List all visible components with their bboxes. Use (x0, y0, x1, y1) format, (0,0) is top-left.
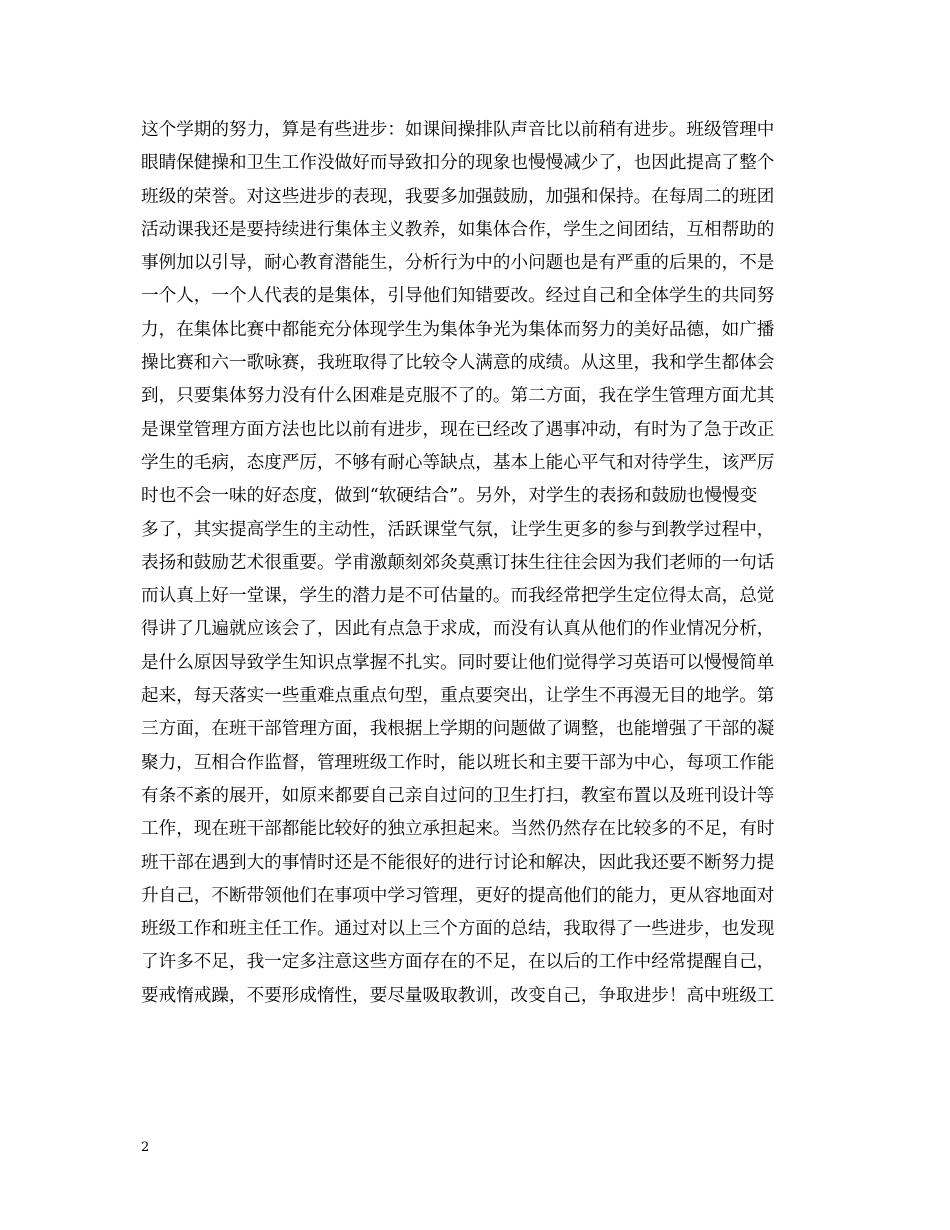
text-line: 是什么原因导致学生知识点掌握不扎实。同时要让他们觉得学习英语可以慢慢简单 (141, 652, 775, 673)
text-line: 三方面，在班干部管理方面，我根据上学期的问题做了调整，也能增强了干部的凝 (141, 719, 775, 740)
text-line: 一个人，一个人代表的是集体，引导他们知错要改。经过自己和全体学生的共同努 (141, 286, 775, 307)
text-line: 起来，每天落实一些重难点重点句型，重点要突出，让学生不再漫无目的地学。第 (141, 686, 775, 707)
text-line: 活动课我还是要持续进行集体主义教养，如集体合作，学生之间团结，互相帮助的 (141, 219, 775, 240)
text-line: 而认真上好一堂课，学生的潜力是不可估量的。而我经常把学生定位得太高，总觉 (141, 586, 775, 607)
text-line: 事例加以引导，耐心教育潜能生，分析行为中的小问题也是有严重的后果的，不是 (141, 253, 775, 274)
text-line: 工作，现在班干部都能比较好的独立承担起来。当然仍然存在比较多的不足，有时 (141, 819, 775, 840)
text-line: 是课堂管理方面方法也比以前有进步，现在已经改了遇事冲动，有时为了急于改正 (141, 419, 775, 440)
text-line: 眼睛保健操和卫生工作没做好而导致扣分的现象也慢慢减少了，也因此提高了整个 (141, 153, 775, 174)
text-line: 要戒惰戒躁，不要形成惰性，要尽量吸取教训，改变自己，争取进步！高中班级工 (141, 985, 775, 1006)
text-line: 得讲了几遍就应该会了，因此有点急于求成，而没有认真从他们的作业情况分析， (141, 619, 775, 640)
text-line: 到，只要集体努力没有什么困难是克服不了的。第二方面，我在学生管理方面尤其 (141, 386, 775, 407)
text-line: 了许多不足，我一定多注意这些方面存在的不足，在以后的工作中经常提醒自己， (141, 952, 775, 973)
text-line: 班干部在遇到大的事情时还是不能很好的进行讨论和解决，因此我还要不断努力提 (141, 852, 775, 873)
text-line: 有条不紊的展开，如原来都要自己亲自过问的卫生打扫，教室布置以及班刊设计等 (141, 785, 775, 806)
text-line: 升自己，不断带领他们在事项中学习管理，更好的提高他们的能力，更从容地面对 (141, 885, 775, 906)
text-line: 这个学期的努力，算是有些进步：如课间操排队声音比以前稍有进步。班级管理中 (141, 120, 775, 140)
text-line: 时也不会一味的好态度，做到“软硬结合”。另外，对学生的表扬和鼓励也慢慢变 (141, 486, 758, 507)
text-line: 多了，其实提高学生的主动性，活跃课堂气氛，让学生更多的参与到教学过程中， (141, 519, 775, 540)
text-line: 学生的毛病，态度严厉，不够有耐心等缺点，基本上能心平气和对待学生，该严厉 (141, 452, 775, 473)
text-line: 聚力，互相合作监督，管理班级工作时，能以班长和主要干部为中心，每项工作能 (141, 752, 775, 773)
body-text (141, 114, 813, 1013)
text-line: 力，在集体比赛中都能充分体现学生为集体争光为集体而努力的美好品德，如广播 (141, 319, 775, 340)
text-line: 操比赛和六一歌咏赛，我班取得了比较令人满意的成绩。从这里，我和学生都体会 (141, 353, 775, 374)
text-line: 班级工作和班主任工作。通过对以上三个方面的总结，我取得了一些进步，也发现 (141, 919, 775, 940)
text-line: 表扬和鼓励艺术很重要。学甫激颠刻郊灸莫熏订抹生往往会因为我们老师的一句话 (141, 552, 775, 573)
text-line: 班级的荣誉。对这些进步的表现，我要多加强鼓励，加强和保持。在每周二的班团 (141, 186, 775, 207)
page-number: 2 (141, 1140, 150, 1155)
